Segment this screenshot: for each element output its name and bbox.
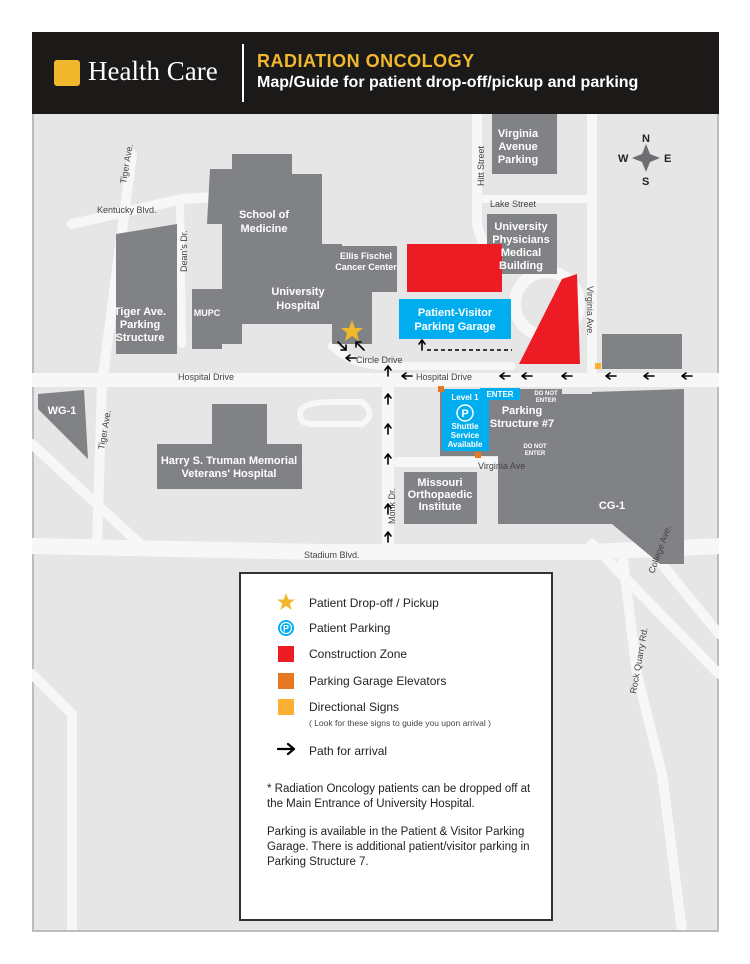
uh-label-2: Hospital bbox=[276, 300, 320, 312]
garage-label-line2: Parking Garage bbox=[414, 321, 496, 333]
upmb-label-1: University bbox=[494, 221, 548, 233]
construction-zone-east bbox=[519, 274, 580, 364]
arrow-circle-2 bbox=[419, 340, 425, 350]
upmb-label-4: Building bbox=[499, 260, 543, 272]
lake-street-label: Lake Street bbox=[490, 199, 537, 209]
truman-label-1: Harry S. Truman Memorial bbox=[160, 455, 298, 467]
compass-s: S bbox=[642, 176, 650, 188]
stadium-blvd-road bbox=[32, 546, 719, 552]
page-title: RADIATION ONCOLOGY bbox=[257, 51, 475, 71]
garage-label-line1: Patient-Visitor bbox=[417, 307, 493, 319]
upmb-label-2: Physicians bbox=[492, 234, 550, 246]
east-building bbox=[602, 334, 682, 369]
truman-label-2: Veterans' Hospital bbox=[181, 468, 277, 480]
ps7-label-2: Structure #7 bbox=[489, 418, 555, 430]
deans-dr-label: Dean's Dr. bbox=[179, 230, 189, 272]
tiger-parking-label-1: Tiger Ave. bbox=[113, 306, 167, 318]
monk-dr-label: Monk Dr. bbox=[387, 487, 397, 524]
ps7-enter-label: ENTER bbox=[486, 390, 514, 399]
tiger-ave-label-bottom: Tiger Ave. bbox=[96, 409, 113, 451]
tiger-ave-label-top: Tiger Ave. bbox=[118, 143, 135, 185]
som-label-2: Medicine bbox=[240, 223, 288, 235]
som-label-1: School of bbox=[238, 209, 290, 221]
legend-construction-label: Construction Zone bbox=[309, 647, 408, 661]
wg1-building bbox=[38, 390, 88, 459]
ps7-parking-p-glyph: P bbox=[461, 408, 469, 420]
tiger-parking-label-2: Parking bbox=[119, 319, 161, 331]
kentucky-label: Kentucky Blvd. bbox=[97, 205, 157, 215]
compass-rose-icon bbox=[632, 144, 660, 172]
elevator-marker-2 bbox=[475, 452, 481, 458]
legend-signs-note: ( Look for these signs to guide you upon arrival ) bbox=[309, 718, 491, 728]
wg1-label: WG-1 bbox=[47, 405, 77, 417]
cg1-label: CG-1 bbox=[598, 500, 626, 512]
legend-path-label: Path for arrival bbox=[309, 744, 388, 758]
ortho-label-2: Orthopaedic bbox=[407, 489, 473, 501]
upmb-label-3: Medical bbox=[500, 247, 542, 259]
va-parking-label-1: Virginia bbox=[497, 128, 539, 140]
ps7-level1-label: Level 1 bbox=[451, 393, 479, 402]
diagonal-road bbox=[32, 444, 142, 546]
bottom-road bbox=[32, 674, 72, 930]
legend-sign-swatch bbox=[278, 699, 294, 715]
college-ave-label: College Ave. bbox=[646, 523, 674, 575]
ellis-label-1: Ellis Fischel bbox=[339, 251, 393, 261]
ps7-shuttle-label-2: Service bbox=[450, 431, 480, 440]
tiger-parking-label-3: Structure bbox=[115, 332, 165, 344]
dne-2-line2: ENTER bbox=[524, 451, 546, 457]
truman-loop-road bbox=[300, 402, 370, 424]
ps7-shuttle-label-3: Available bbox=[447, 440, 483, 449]
patient-visitor-garage bbox=[399, 299, 511, 339]
legend-dropoff-label: Patient Drop-off / Pickup bbox=[309, 596, 439, 610]
ellis-label-2: Cancer Center bbox=[335, 262, 397, 272]
compass-e: E bbox=[664, 153, 672, 165]
ps7-label-1: Parking bbox=[501, 405, 543, 417]
legend-elevator-label: Parking Garage Elevators bbox=[309, 674, 447, 688]
mizzou-logo-icon bbox=[54, 60, 80, 86]
stadium-blvd-label: Stadium Blvd. bbox=[304, 550, 360, 560]
dne-1-line1: DO NOT bbox=[534, 391, 558, 397]
legend bbox=[239, 572, 553, 921]
legend-parking-icon bbox=[277, 619, 295, 637]
header-bar bbox=[32, 32, 719, 114]
va-parking-label-2: Avenue bbox=[498, 141, 538, 153]
legend-parking-label: Patient Parking bbox=[309, 621, 391, 635]
compass-n: N bbox=[642, 133, 650, 145]
svg-text:P: P bbox=[282, 623, 290, 634]
virginia-ave-vert-label: Virginia Ave. bbox=[585, 286, 595, 336]
virginia-ave-label: Virginia Ave bbox=[478, 461, 526, 471]
legend-star-icon bbox=[277, 593, 295, 611]
legend-elevator-swatch bbox=[278, 673, 294, 689]
legend-construction-swatch bbox=[278, 646, 294, 662]
header-divider bbox=[242, 44, 244, 102]
hitt-street-label: Hitt Street bbox=[476, 145, 486, 186]
compass bbox=[618, 133, 671, 188]
circle-drive-label: Circle Drive bbox=[356, 355, 403, 365]
construction-zone-north bbox=[407, 244, 502, 292]
uh-label-1: University bbox=[271, 286, 325, 298]
va-parking-label-3: Parking bbox=[497, 154, 539, 166]
dne-2-line1: DO NOT bbox=[523, 444, 547, 450]
legend-signs-label: Directional Signs bbox=[309, 700, 400, 714]
mupc-label: MUPC bbox=[193, 308, 221, 318]
compass-w: W bbox=[618, 153, 629, 165]
mupc-building bbox=[192, 289, 222, 349]
hospital-drive-label-e: Hospital Drive bbox=[416, 372, 473, 382]
ps7-shuttle-label-1: Shuttle bbox=[451, 422, 479, 431]
ortho-label-1: Missouri bbox=[417, 477, 463, 489]
legend-note-dropoff: * Radiation Oncology patients can be dropped off at the Main Entrance of University Hospital. bbox=[267, 783, 531, 810]
deans-dr-road bbox=[180, 204, 182, 344]
page-subtitle: Map/Guide for patient drop-off/pickup and parking bbox=[257, 74, 639, 91]
elevator-marker-1 bbox=[438, 386, 444, 392]
hospital-drive-label-w: Hospital Drive bbox=[178, 372, 235, 382]
ortho-label-3: Institute bbox=[418, 501, 462, 513]
logo-text: Health Care bbox=[88, 56, 218, 86]
dne-1-line2: ENTER bbox=[535, 398, 557, 404]
legend-arrow-icon bbox=[277, 742, 297, 756]
legend-note-parking: Parking is available in the Patient & Visitor Parking Garage. There is additional patient/visitor parking in Parking Structure 7. bbox=[267, 826, 530, 868]
rock-quarry-label: Rock Quarry Rd. bbox=[628, 626, 650, 695]
directional-sign-marker bbox=[595, 363, 601, 369]
